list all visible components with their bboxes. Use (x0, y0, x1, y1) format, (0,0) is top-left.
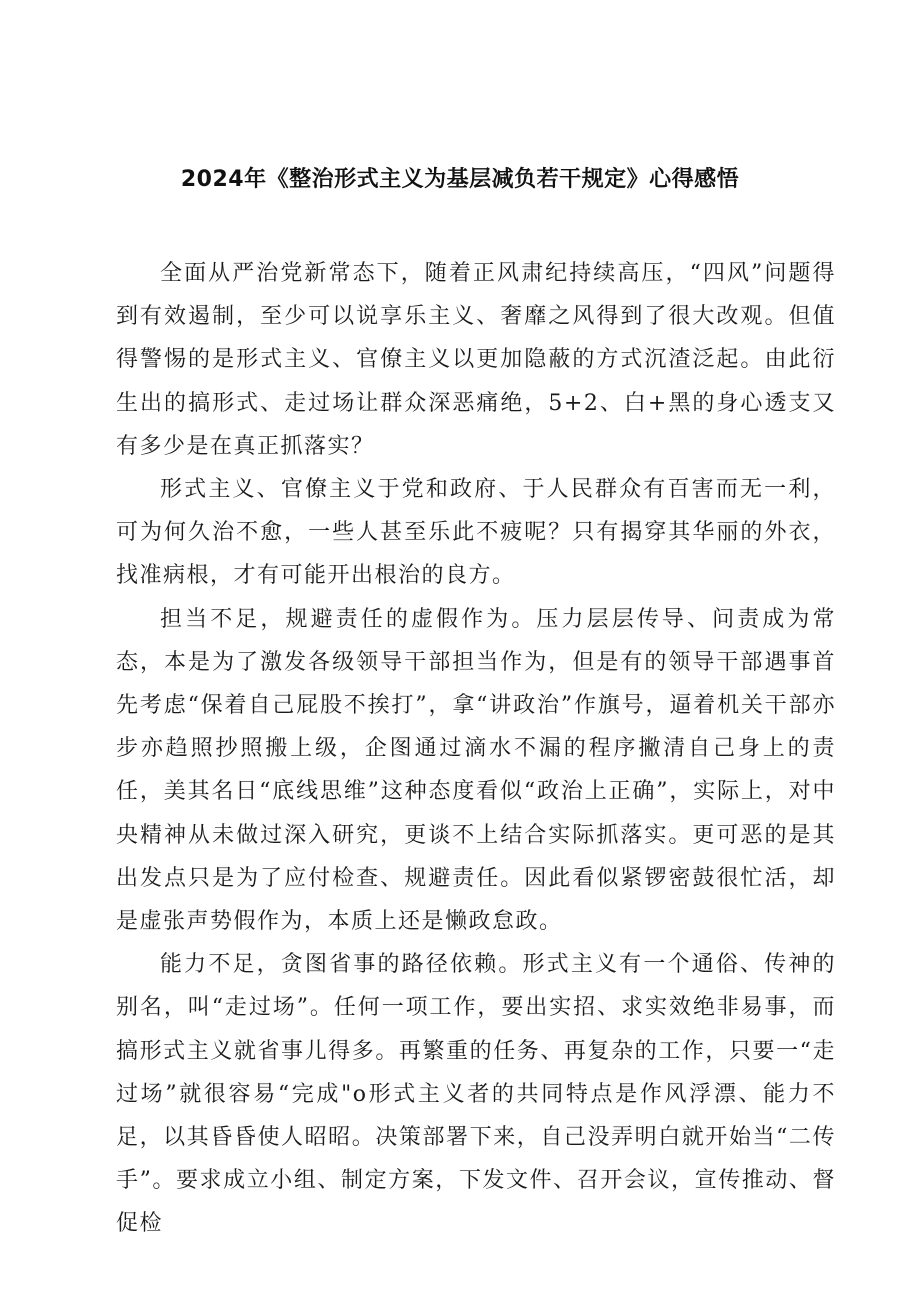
paragraph-4: 能力不足，贪图省事的路径依赖。形式主义有一个通俗、传神的别名，叫“走过场”。任何一项工作，要出实招、求实效绝非易事，而搞形式主义就省事儿得多。再繁重的任务、再复杂的工作，只要一“走过场”就很容易“完成"o形式主义者的共同特点是作风浮漂、能力不足，以其昏昏使人昭昭。决策部署下来，自己没弄明白就开始当“二传手”。要求成立小组、制定方案，下发文件、召开会议，宣传推动、督促检 (116, 952, 836, 1237)
paragraph-2: 形式主义、官僚主义于党和政府、于人民群众有百害而无一利，可为何久治不愈，一些人甚至乐此不疲呢？只有揭穿其华丽的外衣，找准病根，才有可能开出根治的良方。 (116, 477, 836, 589)
document-body (116, 252, 836, 1246)
document-title: 2024年《整治形式主义为基层减负若干规定》心得感悟 (180, 167, 740, 192)
paragraph-3: 担当不足，规避责任的虚假作为。压力层层传导、问责成为常态，本是为了激发各级领导干部担当作为，但是有的领导干部遇事首先考虑“保着自己屁股不挨打”，拿“讲政治”作旗号，逼着机关干部亦步亦趋照抄照搬上级，企图通过滴水不漏的程序撇清自己身上的责任，美其名日“底线思维”这种态度看似“政治上正确”，实际上，对中央精神从未做过深入研究，更谈不上结合实际抓落实。更可恶的是其出发点只是为了应付检查、规避责任。因此看似紧锣密鼓很忙活，却是虚张声势假作为，本质上还是懒政怠政。 (116, 606, 836, 935)
paragraph-1: 全面从严治党新常态下，随着正风肃纪持续高压，“四风”问题得到有效遏制，至少可以说享乐主义、奢靡之风得到了很大改观。但值得警惕的是形式主义、官僚主义以更加隐蔽的方式沉渣泛起。由此衍生出的搞形式、走过场让群众深恶痛绝，5+2、白+黑的身心透支又有多少是在真正抓落实？ (116, 261, 836, 459)
